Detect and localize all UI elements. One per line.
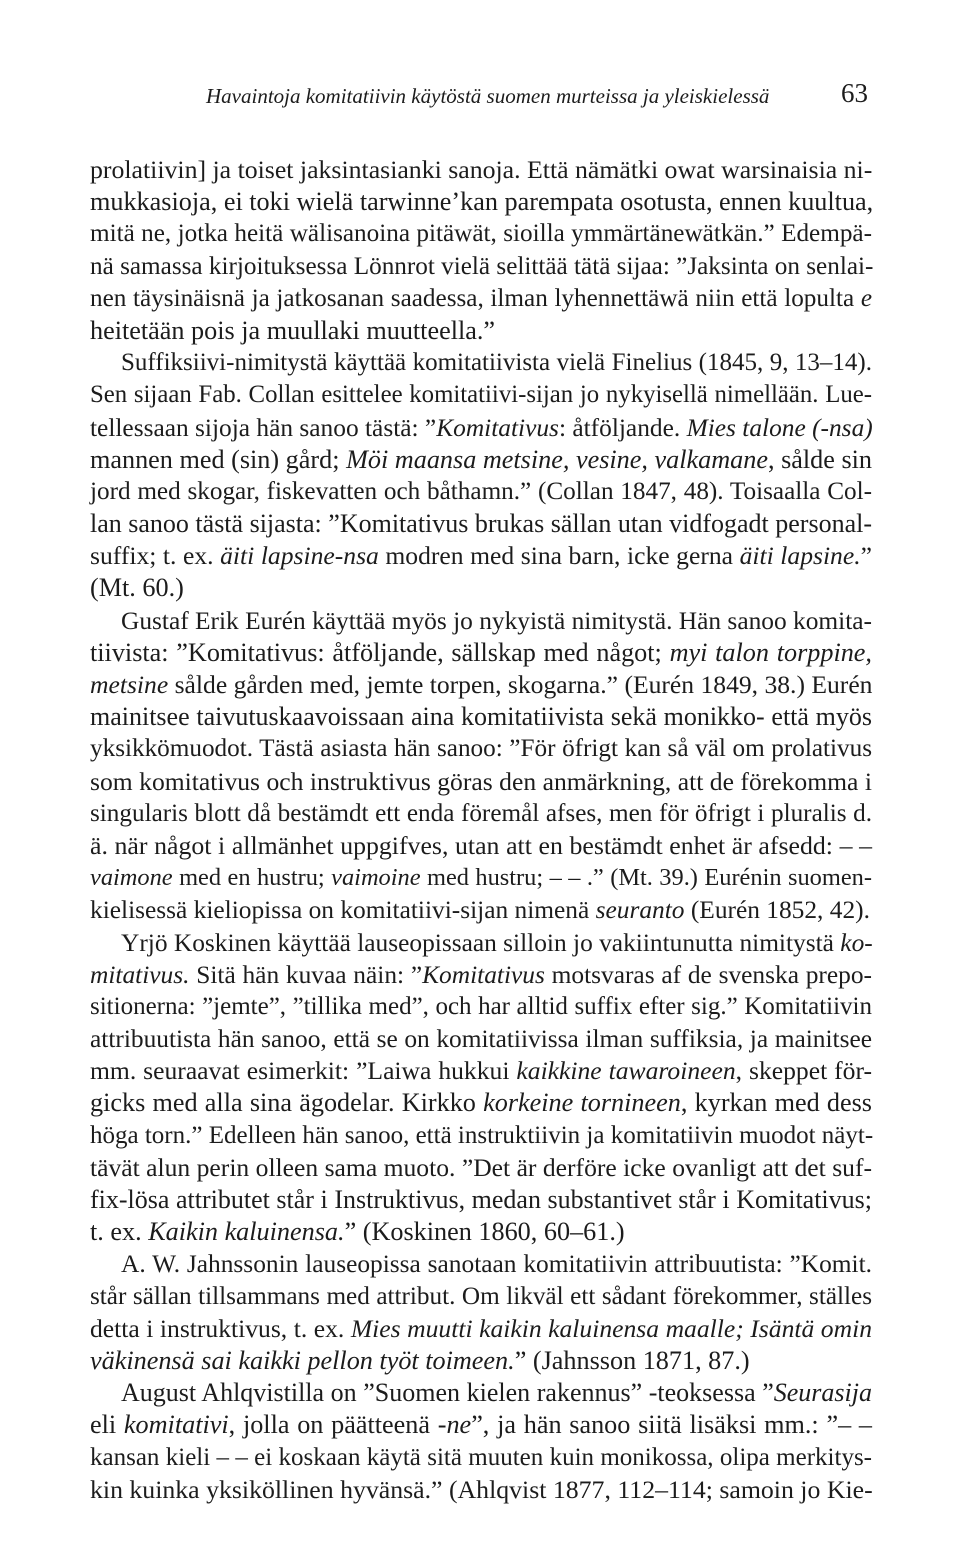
italic-text: Seurasija bbox=[773, 1378, 872, 1408]
page-number: 63 bbox=[841, 78, 868, 108]
body-text bbox=[90, 154, 872, 1506]
text-segment: tävät alun perin olleen sama muoto. ”Det är derföre icke ovanligt att det suf- bbox=[90, 1152, 872, 1182]
italic-text: Komitativus bbox=[422, 960, 545, 989]
text-segment: med hustru; – – .” (Mt. 39.) Eurénin suomen- bbox=[420, 864, 872, 892]
text-segment: , jolla on päätteenä bbox=[228, 1410, 438, 1440]
text-segment: mainitsee taivutuskaavoissaan aina komitatiivista sekä monikko- että myös bbox=[90, 702, 872, 732]
text-segment: Suffiksiivi-nimitystä käyttää komitatiivista vielä Finelius (1845, 9, 13–14). bbox=[121, 349, 872, 377]
text-segment: ” bbox=[860, 541, 872, 571]
text-line bbox=[90, 315, 872, 347]
italic-text: metsine bbox=[90, 670, 169, 699]
text-segment: tellessaan sijoja hän sanoo tästä: ” bbox=[90, 413, 437, 442]
italic-text: myi talon torppine, bbox=[669, 637, 872, 667]
text-line bbox=[90, 1313, 872, 1345]
text-line bbox=[90, 251, 872, 283]
italic-text: Kaikin kaluinensa. bbox=[148, 1217, 345, 1247]
text-line bbox=[90, 894, 872, 926]
text-line bbox=[90, 412, 872, 444]
italic-text: äiti lapsine. bbox=[739, 541, 861, 571]
italic-text: Mies talone (-nsa) bbox=[686, 413, 873, 442]
text-segment: heitetään pois ja muullaki muutteella.” bbox=[90, 315, 496, 345]
italic-text: korkeine tornineen bbox=[483, 1088, 681, 1118]
text-segment: tiivista: ”Komitativus: åtföljande, sällskap med något; bbox=[90, 637, 670, 667]
text-line bbox=[90, 508, 872, 540]
text-segment: ä. när något i allmänhet uppgifves, utan att en bestämdt enhet är afsedd: – – bbox=[90, 830, 872, 860]
text-segment: kansan kieli – – ei koskaan käytä sitä muuten kuin monikossa, olipa merkitys- bbox=[90, 1443, 872, 1471]
text-segment: (Mt. 60.) bbox=[90, 573, 184, 603]
italic-text: seuranto bbox=[595, 896, 685, 925]
text-line bbox=[90, 766, 872, 798]
text-segment: modren med sina barn, icke gerna bbox=[378, 541, 740, 571]
text-segment: nen täysinäisnä ja jatkosanan saadessa, ilman lyhennettäwä niin että lopulta bbox=[90, 284, 861, 312]
text-line bbox=[90, 830, 872, 862]
text-segment: mitä ne, jotka heitä wälisanoina pitäwät, sioilla ymmärtänewätkän.” Edempä- bbox=[90, 220, 872, 248]
text-line bbox=[90, 669, 872, 701]
text-segment: sitionerna: ”jemte”, ”tillika med”, och har alltid suffix efter sig.” Komitatiivin bbox=[90, 992, 872, 1020]
text-line bbox=[90, 540, 872, 572]
text-line bbox=[90, 1442, 872, 1474]
italic-text: Mies muutti kaikin kaluinensa maalle; Isäntä omin bbox=[350, 1313, 872, 1343]
text-segment: eli bbox=[90, 1410, 124, 1440]
text-segment: kin kuinka yksiköllinen hyvänsä.” (Ahlqvist 1877, 112–114; samoin jo Kie- bbox=[90, 1474, 873, 1504]
text-line bbox=[90, 218, 872, 250]
text-line bbox=[90, 1248, 872, 1280]
text-segment: Sitä hän kuvaa näin: ” bbox=[189, 960, 423, 989]
italic-text: Komitativus bbox=[436, 413, 559, 442]
text-segment: med en hustru; bbox=[172, 864, 332, 892]
text-segment: yksikkömuodot. Tästä asiasta hän sanoo: ”För öfrigt kan så väl om prolativus bbox=[90, 735, 872, 763]
text-line bbox=[90, 1087, 872, 1119]
text-line bbox=[90, 927, 872, 959]
text-line bbox=[90, 476, 872, 508]
text-line bbox=[90, 444, 872, 476]
text-line bbox=[90, 154, 872, 186]
text-line bbox=[90, 1152, 872, 1184]
text-segment: , skeppet för- bbox=[735, 1056, 872, 1086]
text-segment: sålde gården med, jemte torpen, skogarna.” (Eurén 1849, 38.) Eurén bbox=[168, 670, 873, 699]
text-line bbox=[90, 1184, 872, 1216]
italic-text: Möi maansa metsine, vesine, valkamane bbox=[346, 444, 768, 474]
text-segment: ” (Koskinen 1860, 60–61.) bbox=[344, 1217, 625, 1247]
text-line bbox=[90, 1281, 872, 1313]
text-segment: jord med skogar, fiskevatten och båthamn.” (Collan 1847, 48). Toisaalla Col- bbox=[90, 477, 872, 505]
text-segment: fix-lösa attributet står i Instruktivus, medan substantivet står i Komitativus; bbox=[90, 1185, 872, 1214]
text-segment: Yrjö Koskinen käyttää lauseopissaan silloin jo vakiintunutta nimitystä bbox=[121, 928, 841, 957]
text-segment: gicks med alla sina ägodelar. Kirkko bbox=[90, 1088, 484, 1118]
italic-text: e bbox=[860, 284, 872, 312]
text-segment: t. ex. bbox=[90, 1217, 149, 1247]
text-line bbox=[90, 1409, 872, 1441]
text-line bbox=[90, 991, 872, 1023]
running-head bbox=[90, 76, 872, 120]
text-line bbox=[90, 1055, 872, 1087]
text-line bbox=[90, 1120, 872, 1152]
text-line bbox=[90, 1377, 872, 1409]
text-line bbox=[90, 572, 872, 604]
text-segment: singularis blott då bestämdt ett enda föremål afses, men för öfrigt i pluralis d. bbox=[90, 799, 872, 827]
text-line bbox=[90, 733, 872, 765]
text-segment: motsvaras af de svenska prepo- bbox=[544, 960, 872, 989]
italic-text: -ne bbox=[437, 1410, 472, 1440]
text-segment: A. W. Jahnssonin lauseopissa sanotaan komitatiivin attribuutista: ”Komit. bbox=[121, 1250, 872, 1279]
italic-text: komitativi bbox=[123, 1410, 229, 1440]
text-segment: detta i instruktivus, t. ex. bbox=[90, 1313, 351, 1343]
text-line bbox=[90, 347, 872, 379]
text-segment: prolatiivin] ja toiset jaksintasianki sanoja. Että nämätki owat warsinaisia ni- bbox=[90, 155, 873, 184]
italic-text: vaimone bbox=[90, 864, 173, 892]
text-line bbox=[90, 605, 872, 637]
text-line bbox=[90, 379, 872, 411]
text-segment: ” (Jahnsson 1871, 87.) bbox=[514, 1345, 750, 1375]
book-page bbox=[90, 0, 872, 1558]
text-line bbox=[90, 186, 872, 218]
text-line bbox=[90, 1216, 872, 1248]
text-segment: står sällan tillsammans med attribut. Om likväl ett sådant förekommer, ställes bbox=[90, 1282, 872, 1310]
text-segment: höga torn.” Edelleen hän sanoo, että instruktiivin ja komitatiivin muodot näyt- bbox=[90, 1121, 874, 1149]
text-segment: kielisessä kieliopissa on komitatiivi-sijan nimenä bbox=[90, 896, 596, 925]
text-segment: mannen med (sin) gård; bbox=[90, 444, 347, 474]
text-line bbox=[90, 701, 872, 733]
italic-text: väkinensä sai kaikki pellon työt toimeen. bbox=[90, 1345, 515, 1375]
text-line bbox=[90, 862, 872, 894]
text-segment: : åtföljande. bbox=[558, 413, 687, 442]
text-line bbox=[90, 798, 872, 830]
text-segment: ”, ja hän sanoo siitä lisäksi mm.: ”– – bbox=[471, 1410, 872, 1440]
text-segment: attribuutista hän sanoo, että se on komitatiivissa ilman suffiksia, ja mainitsee bbox=[90, 1025, 872, 1054]
text-segment: som komitativus och instruktivus göras den anmärkning, att de förekomma i bbox=[90, 766, 872, 796]
italic-text: vaimoine bbox=[331, 864, 421, 892]
italic-text: äiti lapsine-nsa bbox=[220, 541, 379, 571]
italic-text: kaikkine tawaroineen bbox=[516, 1056, 736, 1086]
text-line bbox=[90, 1474, 872, 1506]
text-segment: suffix; t. ex. bbox=[90, 541, 221, 571]
text-segment: August Ahlqvistilla on ”Suomen kielen rakennus” -teoksessa ” bbox=[121, 1378, 774, 1408]
text-segment: nä samassa kirjoituksessa Lönnrot vielä selittää tätä sijaa: ”Jaksinta on senlai- bbox=[90, 252, 874, 280]
text-line bbox=[90, 1345, 872, 1377]
text-segment: mukkasioja, ei toki wielä tarwinne’kan parempata osotusta, ennen kuultua, bbox=[90, 187, 874, 217]
text-line bbox=[90, 1023, 872, 1055]
text-line bbox=[90, 959, 872, 991]
text-line bbox=[90, 283, 872, 315]
running-title: Havaintoja komitatiivin käytöstä suomen murteissa ja yleiskielessä bbox=[206, 84, 770, 108]
text-segment: , sålde sin bbox=[767, 444, 872, 474]
text-segment: (Eurén 1852, 42). bbox=[684, 896, 870, 925]
text-segment: Gustaf Erik Eurén käyttää myös jo nykyistä nimitystä. Hän sanoo komita- bbox=[121, 606, 872, 635]
text-segment: Sen sijaan Fab. Collan esittelee komitatiivi-sijan jo nykyisellä nimellään. Lue- bbox=[90, 381, 872, 409]
italic-text: mitativus. bbox=[90, 960, 190, 989]
italic-text: ko- bbox=[840, 928, 873, 957]
text-segment: , kyrkan med dess bbox=[680, 1088, 872, 1118]
text-segment: mm. seuraavat esimerkit: ”Laiwa hukkui bbox=[90, 1056, 517, 1086]
text-segment: lan sanoo tästä sijasta: ”Komitativus brukas sällan utan vidfogadt personal- bbox=[90, 509, 872, 539]
text-line bbox=[90, 637, 872, 669]
